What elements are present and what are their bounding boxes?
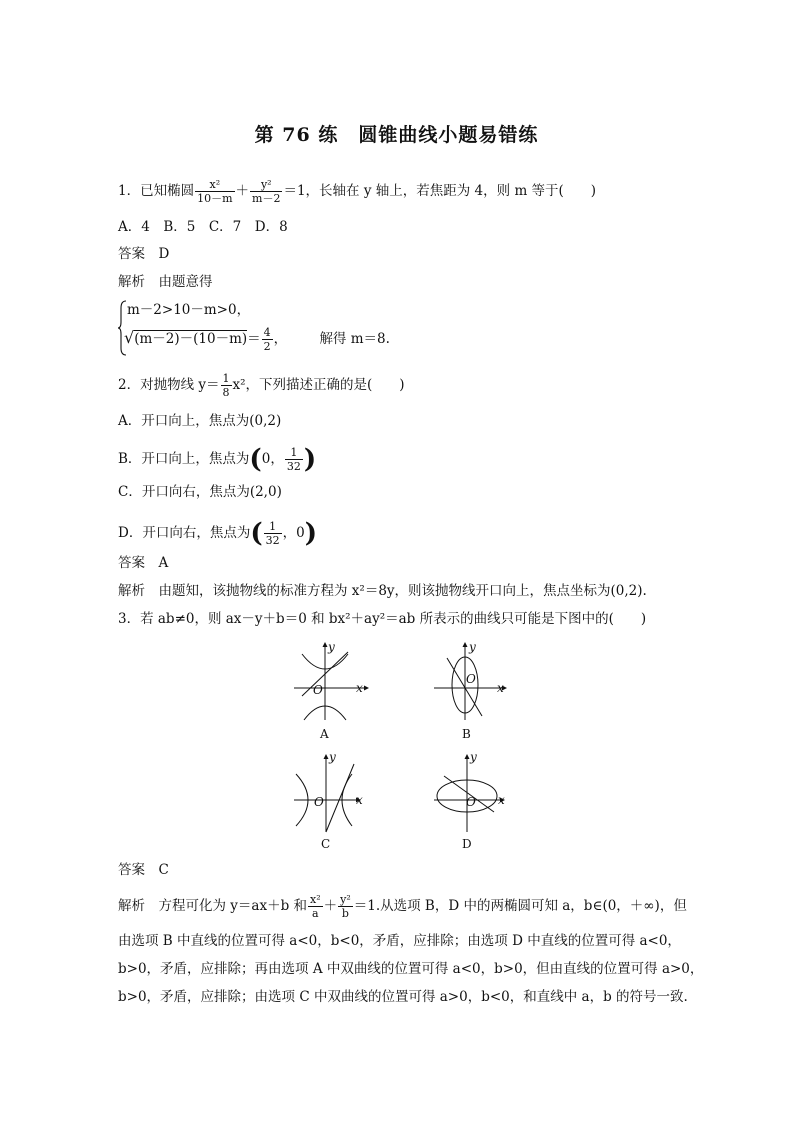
q1-options: A．4 B．5 C．7 D．8 [118, 219, 288, 235]
q2-option-a: A．开口向上，焦点为(0,2) [118, 413, 282, 429]
q3-analysis-line1: 解析 方程可化为 y＝ax＋b 和 $\frac{\text{x²}}{a}$ ＋ $\frac{\text{y²}}{b}$ ＝1.从选项 B，D 中的两椭圆可知 a，b∈(0，＋∞)，但 [118, 893, 687, 920]
sys-line2: √(m－2)－(10－m)＝ $\frac{4}{2}$ ， 解得 m＝8. [124, 326, 390, 353]
q1-suffix: ＝1，长轴在 y 轴上，若焦距为 4，则 m 等于( ) [283, 183, 597, 199]
sys-line1: m－2>10－m>0， [127, 302, 251, 318]
q2-stem: 2．对抛物线 y＝ $\frac{1}{8}$ x²，下列描述正确的是( ) [118, 372, 405, 399]
q1-frac2: $\frac{\text{y²}}{m-2}$ [252, 178, 281, 205]
q1-stem: 1．已知椭圆 $\frac{\text{x²}}{10-m}$ ＋ $\frac{\text{y²}}{m-2}$ ＝1，长轴在 y 轴上，若焦距为 4，则 m 等于( ) [118, 178, 597, 205]
q3-analysis-line4: b>0，矛盾，应排除；由选项 C 中双曲线的位置可得 a>0，b<0，和直线中 a，b 的符号一致. [118, 989, 688, 1005]
figure-d-label: D [462, 837, 472, 851]
figure-a-label: A [320, 727, 329, 741]
q1-analysis: 解析 由题意得 [118, 274, 213, 290]
q3-analysis-line3: b>0，矛盾，应排除；再由选项 A 中双曲线的位置可得 a<0，b>0，但由直线的位置可得 a>0， [118, 961, 704, 977]
sqrt-icon: √ [124, 328, 135, 347]
q2-answer: 答案 A [118, 555, 169, 571]
q2-option-d: D．开口向右，焦点为( $\frac{1}{32}$ ，0) [118, 518, 318, 549]
q2-option-c: C．开口向右，焦点为(2,0) [118, 484, 282, 500]
figure-c-label: C [321, 837, 331, 851]
q1-prefix: 1．已知椭圆 [118, 183, 195, 199]
q1-answer: 答案 D [118, 246, 170, 262]
figure-b-label: B [462, 727, 471, 741]
page-title: 第 76 练 圆锥曲线小题易错练 [254, 124, 539, 146]
q3-answer: 答案 C [118, 862, 169, 878]
q3-stem: 3．若 ab≠0，则 ax－y＋b＝0 和 bx²＋ay²＝ab 所表示的曲线只可能是下图中的( ) [118, 611, 647, 627]
q1-frac1: $\frac{\text{x²}}{10-m}$ [197, 178, 233, 205]
q2-option-b: B．开口向上，焦点为(0， $\frac{1}{32}$ ) [118, 444, 317, 475]
q2-analysis: 解析 由题知，该抛物线的标准方程为 x²＝8y，则该抛物线开口向上，焦点坐标为(0,2). [118, 583, 647, 599]
q1-solve: 解得 m＝8. [319, 331, 390, 347]
q3-analysis-line2: 由选项 B 中直线的位置可得 a<0，b<0，矛盾，应排除；由选项 D 中直线的位置可得 a<0， [118, 933, 681, 949]
